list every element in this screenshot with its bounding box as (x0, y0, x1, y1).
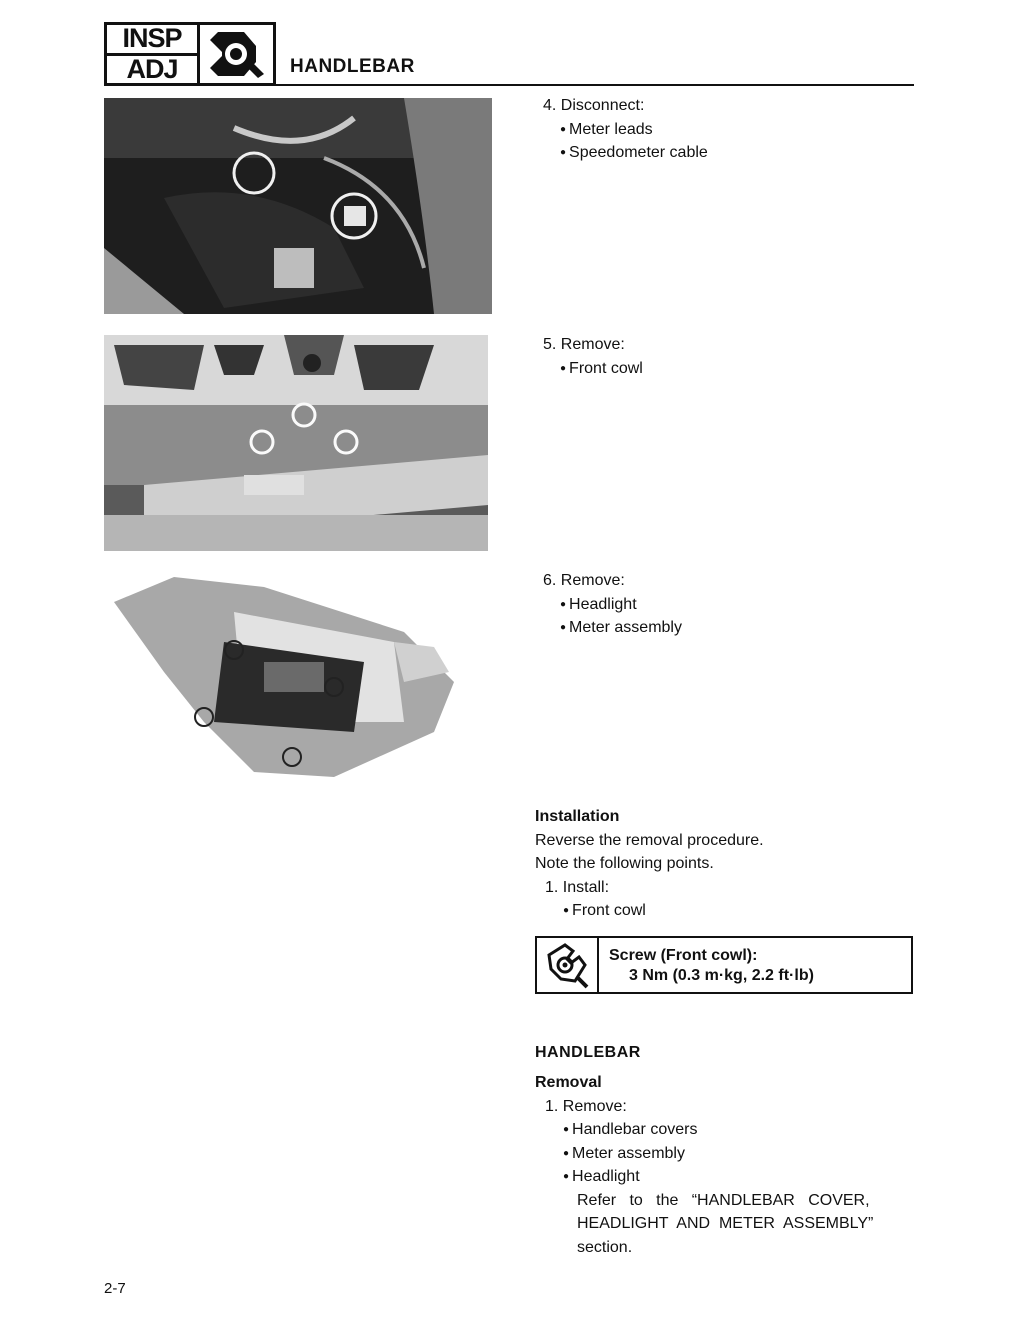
step-4 (543, 94, 708, 165)
step-4-bullets (543, 118, 708, 165)
handlebar-refer-line-1: Refer to the “HANDLEBAR COVER, (577, 1191, 870, 1209)
installation-bullets (535, 899, 764, 923)
page-number: 2-7 (104, 1280, 126, 1297)
badge-adj-label: ADJ (126, 53, 178, 84)
step-5 (543, 333, 643, 380)
front-cowl-photo (104, 335, 488, 551)
installation-section (535, 805, 764, 923)
handlebar-bullet-2: ● Meter assembly (563, 1142, 873, 1166)
torque-spec-label: Screw (Front cowl): (609, 947, 758, 964)
torque-spec-box (535, 936, 913, 994)
torque-spec-value: 3 Nm (0.3 m·kg, 2.2 ft·lb) (629, 967, 814, 984)
page-title: HANDLEBAR (290, 56, 415, 77)
step-6-bullet-1: ● Headlight (560, 593, 682, 617)
handlebar-refer-line-3: section. (577, 1238, 633, 1256)
wrench-nut-icon (200, 25, 273, 83)
step-5-bullet-1: ● Front cowl (560, 357, 643, 381)
handlebar-bullet-1: ● Handlebar covers (563, 1118, 873, 1142)
installation-line-1: Reverse the removal procedure. (535, 831, 764, 849)
step-6 (543, 569, 682, 640)
installation-title: Installation (535, 808, 620, 825)
step-4-bullet-1: ● Meter leads (560, 118, 708, 142)
torque-spec-text (599, 938, 824, 992)
step-6-bullet-2: ● Meter assembly (560, 616, 682, 640)
step-6-bullets (543, 593, 682, 640)
header-divider (104, 84, 914, 86)
section-badge (104, 22, 276, 86)
headlight-meter-photo (104, 572, 474, 788)
step-4-heading: 4. Disconnect: (543, 97, 645, 114)
step-5-heading: 5. Remove: (543, 336, 625, 353)
meter-leads-photo (104, 98, 492, 314)
badge-insp-label: INSP (107, 25, 197, 56)
step-4-bullet-2: ● Speedometer cable (560, 141, 708, 165)
installation-step-heading: 1. Install: (545, 878, 610, 896)
handlebar-refer-line-2: HEADLIGHT AND METER ASSEMBLY” (577, 1215, 874, 1232)
handlebar-removal (535, 1071, 873, 1259)
step-6-heading: 6. Remove: (543, 572, 625, 589)
torque-wrench-icon (537, 938, 599, 992)
handlebar-section-title: HANDLEBAR (535, 1044, 641, 1061)
installation-line-2: Note the following points. (535, 855, 714, 872)
handlebar-removal-subtitle: Removal (535, 1074, 602, 1091)
handlebar-step-heading: 1. Remove: (545, 1097, 627, 1115)
handlebar-bullet-3: ● Headlight (563, 1165, 873, 1189)
handlebar-bullets (535, 1118, 873, 1189)
installation-bullet-1: ● Front cowl (563, 899, 764, 923)
step-5-bullets (543, 357, 643, 381)
badge-text-column (107, 25, 200, 83)
